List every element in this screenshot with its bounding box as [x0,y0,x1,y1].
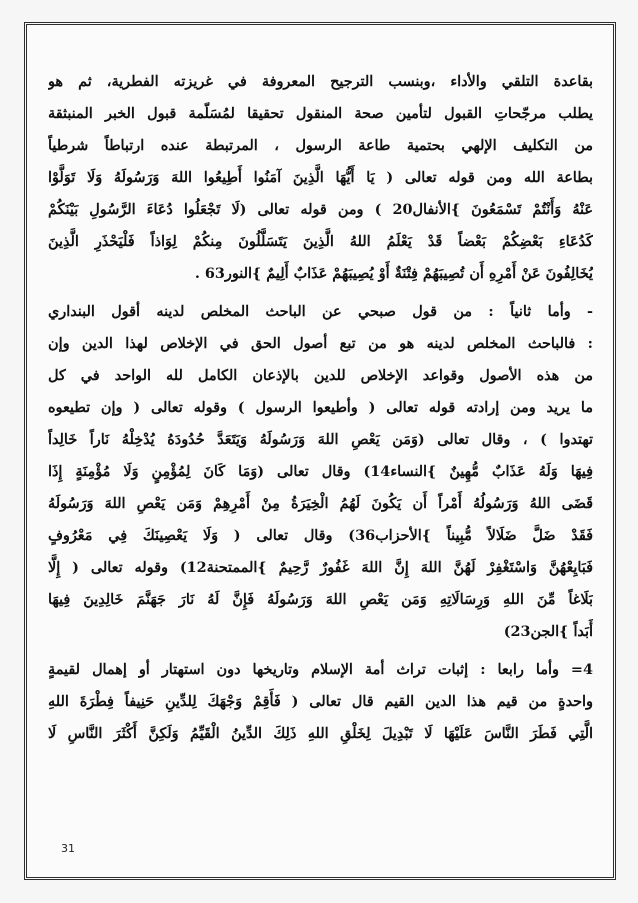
text-line: يُخَالِفُونَ عَنْ أَمْرِهِ أَن تُصِيبَهُمْ فِتْنَةٌ أَوْ يُصِيبَهُمْ عَذَابٌ أَلِيمٌ }النور63 . [194,265,593,282]
text-line: أَبَداً }الجن23) [503,623,593,640]
text-line: الَّتِي فَطَرَ النَّاسَ عَلَيْهَا لَا تَبْدِيلَ لِخَلْقِ اللهِ ذَلِكَ الدِّينُ الْقَيِّمُ وَلَكِنَّ أَكْثَرَ النَّاسِ لَا [48,725,593,742]
text-line: فَبَايِعْهُنَّ وَاسْتَغْفِرْ لَهُنَّ اللهَ إِنَّ اللهَ غَفُورٌ رَّحِيمٌ }الممتحنة12) وقوله تعالى ( إِلَّا [48,559,593,576]
text-line: بَلَاغاً مِّنَ اللهِ وَرِسَالَاتِهِ وَمَن يَعْصِ اللهَ وَرَسُولَهُ فَإِنَّ لَهُ نَارَ جَهَنَّمَ خَالِدِينَ فِيهَا [48,591,593,608]
text-line: من هذه الأصول وقواعد الإخلاص للدين بالإذعان الكامل لله الواحد في كل [48,367,593,384]
text-line: فِيهَا وَلَهُ عَذَابٌ مُّهِينٌ }النساء14) وقال تعالى (وَمَا كَانَ لِمُؤْمِنٍ وَلَا مُؤْمِنَةٍ إِذَا [48,463,593,480]
page-number: 31 [61,842,75,855]
text-line: بقاعدة التلقي والأداء ،وبنسب الترجيح المعروفة في غريزته الفطرية، ثم هو [48,73,593,90]
body-text [48,66,593,750]
text-line: : فالباحث المخلص لدينه هو من تبع أصول الحق في الإخلاص لهذا الدين وإن [48,335,593,352]
text-line: 4= وأما رابعا : إثبات تراث أمة الإسلام وتاريخها دون استهتار أو إهمال لقيمةٍ [48,661,593,678]
text-line: من التكليف الإلهي بحتمية طاعة الرسول ، المرتبطة عنده ارتباطاً شرطياً [48,137,593,154]
text-line: ما يريد ومن إرادته قوله تعالى ( وأطيعوا الرسول ) وقوله تعالى ( وإن تطيعوه [48,399,593,416]
text-line: واحدةٍ من قيم هذا الدين القيم قال تعالى ( فَأَقِمْ وَجْهَكَ لِلدِّينِ حَنِيفاً فِطْرَةَ اللهِ [48,693,593,710]
text-line: قَضَى اللهُ وَرَسُولُهُ أَمْراً أَن يَكُونَ لَهُمُ الْخِيَرَةُ مِنْ أَمْرِهِمْ وَمَن يَعْصِ اللهَ وَرَسُولَهُ [48,495,593,512]
text-line: كَدُعَاءِ بَعْضِكُمْ بَعْضاً قَدْ يَعْلَمُ اللهُ الَّذِينَ يَتَسَلَّلُونَ مِنكُمْ لِوَاذاً فَلْيَحْذَرِ الَّذِينَ [48,233,593,250]
text-line: عَنْهُ وَأَنْتُمْ تَسْمَعُونَ }الأنفال20 ) ومن قوله تعالى (لَا تَجْعَلُوا دُعَاءَ الرَّسُولِ بَيْنَكُمْ [48,201,593,218]
text-line: يطلب مرجّحاتِ القبول لتأمين صحة المنقول تحقيقا لمُسَلّمة قبول الخبر المنبثقة [48,105,593,122]
text-line: تهتدوا ) ، وقال تعالى (وَمَن يَعْصِ اللهَ وَرَسُولَهُ وَيَتَعَدَّ حُدُودَهُ يُدْخِلْهُ نَاراً خَالِداً [48,431,593,448]
text-line: بطاعة الله ومن قوله تعالى ( يَا أَيُّهَا الَّذِينَ آمَنُوا أَطِيعُوا اللهَ وَرَسُولَهُ وَلَا تَوَلَّوْا [48,169,593,186]
text-line: فَقَدْ ضَلَّ ضَلَالاً مُّبِيناً }الأحزاب36) وقال تعالى ( وَلَا يَعْصِينَكَ فِي مَعْرُوفٍ [48,527,593,544]
text-line: - وأما ثانياً : من قول صبحي عن الباحث المخلص لدينه أقول البنداري [48,303,593,320]
